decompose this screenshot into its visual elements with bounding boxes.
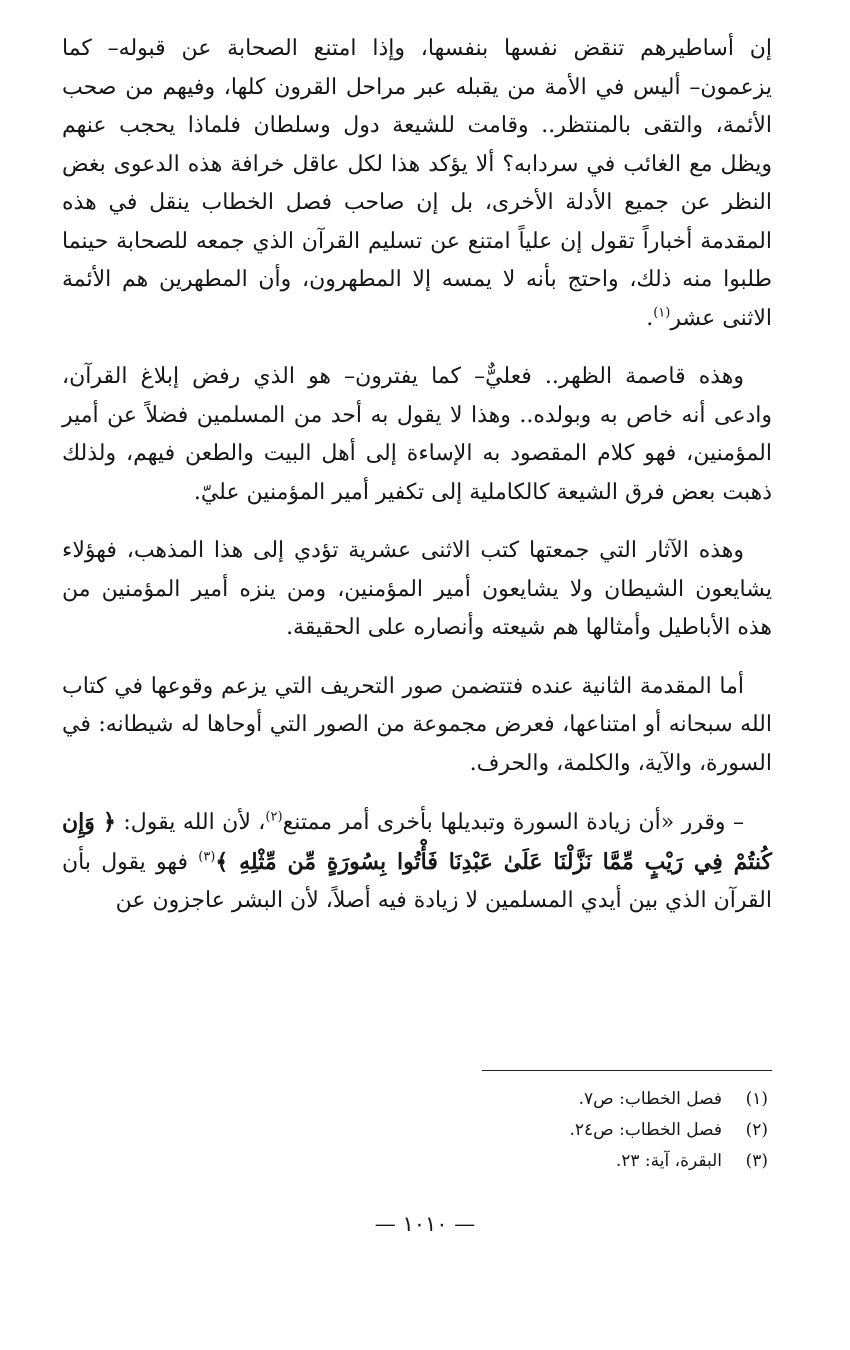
- paragraph-1-text: إن أساطيرهم تنقض نفسها بنفسها، وإذا امتنع الصحابة عن قبوله– كما يزعمون– أليس في الأمة من يقبله عبر مراحل القرون كلها، وفيهم من صحب الأئمة، والتقى بالمنتظر.. وقامت للشيعة دول وسلطان فلماذا يحجب عنهم ويظل مع الغائب في سردابه؟ ألا يؤكد هذا لكل عاقل خرافة هذه الدعوى بغض النظر عن جميع الأدلة الأخرى، بل إن صاحب فصل الخطاب ينقل في هذه المقدمة أخباراً تقول إن علياً امتنع عن تسليم القرآن الذي جمعه للصحابة حينما طلبوا منه ذلك، واحتج بأنه لا يمسه إلا المطهرون، وأن المطهرين هم الأئمة الاثنى عشر: [62, 36, 772, 331]
- footnotes: [368, 1084, 768, 1177]
- footnote-number: (٣): [745, 1151, 768, 1171]
- main-text: [62, 30, 772, 931]
- footnote-mark-1: (١): [653, 305, 671, 321]
- quran-verse: ﴿ وَإِن كُنتُمْ فِي رَيْبٍ مِّمَّا نَزَّلْنَا عَلَىٰ عَبْدِنَا فَأْتُوا بِسُورَةٍ مِّن مِّثْلِهِ ﴾: [62, 809, 772, 875]
- footnote-text: البقرة، آية: ٢٣.: [615, 1151, 722, 1171]
- paragraph-3: وهذه الآثار التي جمعتها كتب الاثنى عشرية تؤدي إلى هذا المذهب، فهؤلاء يشايعون الشيطان ولا يشايعون أمير المؤمنين، ومن ينزه أمير المؤمنين من هذه الأباطيل وأمثالها هم شيعته وأنصاره على الحقيقة.: [62, 538, 772, 640]
- footnote-separator: [482, 1070, 772, 1071]
- paragraph-2: وهذه قاصمة الظهر.. فعليٌّ– كما يفترون– هو الذي رفض إبلاغ القرآن، وادعى أنه خاص به وبولده.. وهذا لا يقول به أحد من المسلمين فضلاً عن أمير المؤمنين، فهو كلام المقصود به الإساءة إلى أهل البيت والطعن فيهم، ولذلك ذهبت بعض فرق الشيعة كالكاملية إلى تكفير أمير المؤمنين عليّ.: [62, 364, 772, 505]
- footnote-3: [368, 1146, 768, 1177]
- footnote-number: (٢): [745, 1120, 768, 1140]
- footnote-mark-2: (٢): [265, 809, 283, 825]
- paragraph-5-lead: – وقرر «أن زيادة السورة وتبديلها بأخرى أمر ممتنع: [282, 810, 744, 835]
- paragraph-5-after-mark: ، لأن الله يقول:: [123, 810, 266, 835]
- footnote-text: فصل الخطاب: ص٧.: [578, 1089, 722, 1109]
- paragraph-5-tail: فهو يقول بأن القرآن الذي بين أيدي المسلمين لا زيادة فيه أصلاً، لأن البشر عاجزون عن: [62, 849, 772, 913]
- footnote-2: [368, 1115, 768, 1146]
- footnote-text: فصل الخطاب: ص٢٤.: [569, 1120, 722, 1140]
- paragraph-5: [62, 803, 772, 921]
- footnote-mark-3: (٣): [198, 849, 216, 865]
- paragraph-4: أما المقدمة الثانية عنده فتتضمن صور التحريف التي يزعم وقوعها في كتاب الله سبحانه أو امتناعها، فعرض مجموعة من الصور التي أوحاها له شيطانه: في السورة، والآية، والكلمة، والحرف.: [62, 673, 772, 776]
- footnote-1: [368, 1084, 768, 1115]
- page-number: — ١٠١٠ —: [374, 1212, 476, 1236]
- paragraph-1: إن أساطيرهم تنقض نفسها بنفسها، وإذا امتنع الصحابة عن قبوله– كما يزعمون– أليس في الأمة من يقبله عبر مراحل القرون كلها، وفيهم من صحب الأئمة، والتقى بالمنتظر.. وقامت للشيعة دول وسلطان فلماذا يحجب عنهم ويظل مع الغائب في سردابه؟ ألا يؤكد هذا لكل عاقل خرافة هذه الدعوى بغض النظر عن جميع الأدلة الأخرى، بل إن صاحب فصل الخطاب ينقل في هذه المقدمة أخباراً تقول إن علياً امتنع عن تسليم القرآن الذي جمعه للصحابة حينما طلبوا منه ذلك، واحتج بأنه لا يمسه إلا المطهرون، وأن المطهرين هم الأئمة الاثنى عشر$^{(١)}$.: [62, 36, 772, 331]
- footnote-number: (١): [745, 1089, 768, 1109]
